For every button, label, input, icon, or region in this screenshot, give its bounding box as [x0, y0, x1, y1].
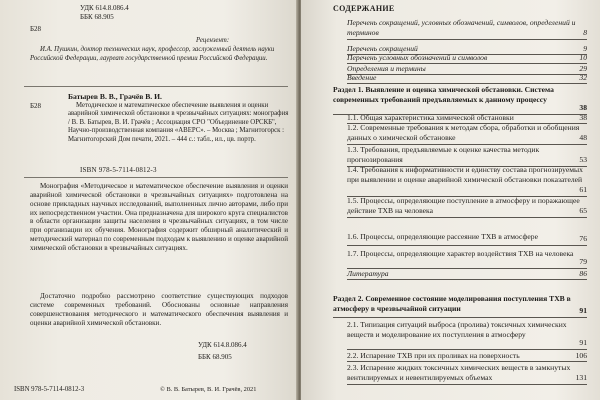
toc-page-number: 106: [575, 351, 587, 360]
toc-page-number: 91: [579, 338, 587, 348]
toc-entry: [347, 145, 587, 165]
toc-entry-text: Определения и термины: [347, 64, 426, 73]
toc-page-number: 131: [575, 373, 587, 383]
toc-underline: [347, 83, 587, 84]
bbk-label: ББК 68.905: [80, 13, 114, 21]
toc-page-number: 86: [579, 269, 587, 278]
toc-entry-text: Раздел 2. Современное состояние моделирования поступления ТХВ в атмосферу в чрезвычайной ситуации: [333, 294, 571, 313]
isbn-bottom: ISBN 978-5-7114-0812-3: [14, 386, 85, 393]
toc-underline: [347, 361, 587, 362]
toc-entry: [347, 351, 587, 361]
toc-page-number: 79: [579, 257, 587, 267]
toc-entry-text: Раздел 1. Выявление и оценка химической обстановки. Система современных требований предъявляемых к данному процессу: [333, 85, 554, 104]
bbk-bottom: ББК 68.905: [198, 353, 232, 361]
catalog-code-top: Б28: [30, 25, 42, 33]
toc-underline: [347, 217, 587, 218]
toc-entry: [347, 269, 587, 279]
toc-entry: [347, 165, 587, 195]
toc-underline: [347, 245, 587, 246]
toc-page-number: 53: [579, 155, 587, 165]
toc-page-number: 29: [579, 64, 587, 73]
reviewer-text: И.А. Пушкин, доктор технических наук, профессор, заслуженный деятель науки Российской Федерации, лауреат государственной премии Российской Федерации.: [30, 46, 275, 62]
annotation-paragraph: Монография «Методическое и математическое обеспечение выявления и оценки аварийной химической обстановки в чрезвычайных ситуациях» подготовлена на основе прикладных научных исследований, выполненных лично авторами, либо при их непосредственном участии. Она предназначена для широкого круга специалистов в области организации защиты населения в чрезвычайных ситуациях, в том числе при организации их обучения. Монография содержит обширный аналитический и методический материал по современным подходам к выявлению и оценке аварийной химической обстановки в чрезвычайных ситуациях.: [30, 182, 288, 252]
toc-page-number: 32: [579, 73, 587, 82]
toc-page-number: 91: [579, 306, 587, 316]
toc-entry-text: 2.2. Испарение ТХВ при их проливах на поверхность: [347, 351, 520, 360]
toc-entry-text: 1.3. Требования, предъявляемые к оценке качества методик прогнозирования: [347, 145, 540, 164]
toc-page-number: 65: [579, 206, 587, 216]
toc-entry: [347, 249, 587, 267]
toc-entry-text: 2.1. Типизация ситуаций выброса (пролива) токсичных химических веществ и моделирование их поступления в атмосферу: [347, 320, 567, 339]
left-page: [0, 0, 298, 400]
toc-entry: [347, 320, 587, 348]
annotation-paragraph-2: Достаточно подробно рассмотрено соответствие существующих подходов системе современных требований. Обоснованы основные направления совершенствования методического и математического обеспечения выявления и оценки аварийной химической обстановки.: [30, 292, 288, 327]
toc-underline: [347, 384, 587, 385]
toc-page-number: 48: [579, 133, 587, 143]
author-line: Батырев В. В., Грачёв В. И.: [68, 92, 162, 101]
toc-page-number: 8: [583, 28, 587, 38]
toc-page-number: 76: [579, 234, 587, 244]
toc-entry: [347, 53, 587, 63]
toc-entry-text: Введение: [347, 73, 377, 82]
toc-entry-text: 1.7. Процессы, определяющие характер воздействия ТХВ на человека: [347, 249, 574, 258]
toc-entry: [347, 73, 587, 83]
toc-entry-text: 1.2. Современные требования к методам сбора, обработки и обобщения данных о химической обстановке: [347, 123, 580, 142]
toc-entry: [347, 113, 587, 123]
toc-entry-text: Перечень условных обозначений и символов: [347, 53, 488, 62]
toc-entry-text: Перечень сокращений, условных обозначений, символов, определений и терминов: [347, 18, 576, 37]
divider-top: [24, 86, 288, 87]
toc-title: СОДЕРЖАНИЕ: [333, 4, 395, 13]
toc-page-number: 10: [579, 53, 587, 62]
reviewers-label: Рецензент:: [196, 37, 230, 44]
toc-entry: [347, 232, 587, 244]
toc-underline: [347, 279, 587, 280]
toc-entry: [347, 18, 587, 38]
toc-page-number: 61: [579, 185, 587, 195]
isbn-line: ISBN 978-5-7114-0812-3: [80, 166, 157, 174]
toc-entry-text: 1.4. Требования к информативности и единству состава прогнозируемых при выявлении и оценке аварийной химической обстановки показателей: [347, 165, 583, 184]
toc-underline: [347, 349, 587, 350]
udk-bottom: УДК 614.8.086.4: [198, 341, 247, 349]
divider-middle: [24, 177, 288, 178]
catalog-code: Б28: [30, 102, 42, 110]
udk-label: УДК 614.8.086.4: [80, 4, 129, 12]
toc-entry-text: 1.6. Процессы, определяющие рассеяние ТХВ в атмосфере: [347, 232, 538, 241]
toc-entry-text: 2.3. Испарение жидких токсичных химических веществ в замкнутых вентилируемых и невентилируемых объемах: [347, 363, 571, 382]
copyright-line: © В. В. Батырев, В. И. Грачёв, 2021: [160, 386, 257, 393]
toc-page-number: 38: [579, 103, 587, 113]
toc-underline: [333, 317, 587, 318]
toc-page-number: 38: [579, 113, 587, 122]
toc-entry-text: 1.1. Общая характеристика химической обстановки: [347, 113, 514, 122]
toc-entry: [347, 196, 587, 216]
toc-entry: [333, 85, 587, 113]
toc-entry: [333, 294, 587, 316]
catalog-description: Методическое и математическое обеспечение выявления и оценки аварийной химической обстановки в чрезвычайных ситуациях: монография / В. В. Батырев, В. И. Грачёв ; Ассоциация СРО "Объединение ОРСКБ", Научно-производственная компания «АВЕРС». – Москва ; Магнитогорск : Магнитогорский Дом печати, 2021. – 444 с.: табл., ил., цв. портр.: [68, 102, 289, 143]
toc-entry-text: Перечень сокращений: [347, 44, 418, 53]
toc-entry-text: 1.5. Процессы, определяющие поступление в атмосферу и поражающее действие ТХВ на человека: [347, 196, 580, 215]
toc-entry: [347, 363, 587, 383]
toc-page-number: 9: [583, 44, 587, 53]
toc-entry: [347, 123, 587, 143]
toc-entry-text: Литература: [347, 269, 389, 278]
toc-underline: [347, 39, 587, 40]
